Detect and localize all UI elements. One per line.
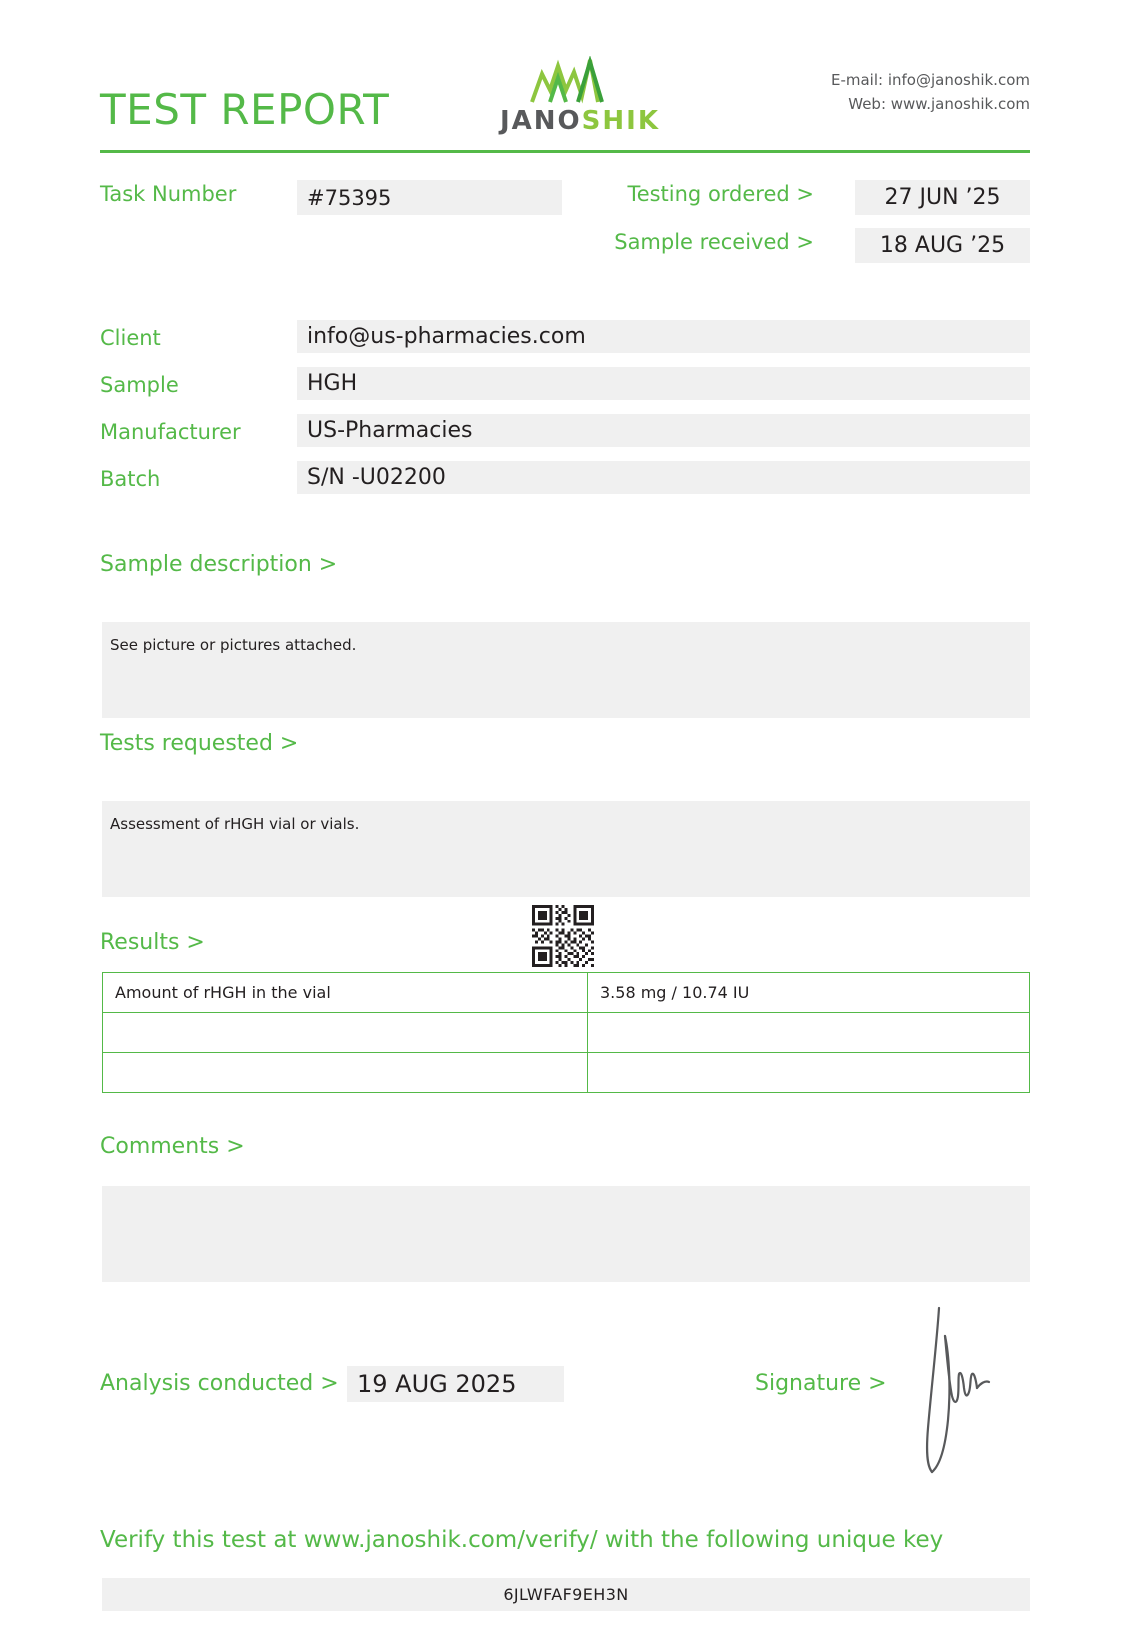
results-table: [102, 972, 1030, 1093]
manufacturer-value: US-Pharmacies: [297, 414, 1030, 447]
task-number-value: #75395: [297, 180, 562, 215]
batch-label: Batch: [100, 467, 161, 491]
tests-requested-text: Assessment of rHGH vial or vials.: [110, 815, 360, 833]
testing-ordered-date: 27 JUN ’25: [855, 180, 1030, 215]
comments-heading: Comments >: [100, 1134, 245, 1159]
report-header: [100, 40, 1030, 145]
sample-value: HGH: [297, 367, 1030, 400]
logo-wordmark: [490, 106, 670, 136]
page-title: TEST REPORT: [100, 85, 390, 134]
manufacturer-label: Manufacturer: [100, 420, 241, 444]
qr-code-icon: [525, 905, 601, 967]
result-name: [103, 1053, 588, 1093]
results-heading: Results >: [100, 930, 205, 955]
logo-wordmark-green: SHIK: [581, 106, 660, 136]
contact-block: [831, 68, 1030, 116]
signature-label: Signature >: [755, 1371, 887, 1396]
result-value: [588, 1013, 1030, 1053]
table-row: [103, 973, 1030, 1013]
verify-text: Verify this test at www.janoshik.com/verify/ with the following unique key: [100, 1527, 944, 1553]
signature-icon: [915, 1300, 1005, 1480]
sample-description-text: See picture or pictures attached.: [110, 636, 357, 654]
batch-value: S/N -U02200: [297, 461, 1030, 494]
result-name: Amount of rHGH in the vial: [103, 973, 588, 1013]
result-value: 3.58 mg / 10.74 IU: [588, 973, 1030, 1013]
header-divider: [100, 150, 1030, 153]
sample-label: Sample: [100, 373, 179, 397]
task-number-label: Task Number: [100, 182, 237, 206]
table-row: [103, 1053, 1030, 1093]
client-label: Client: [100, 326, 161, 350]
contact-email: E-mail: info@janoshik.com: [830, 71, 1030, 89]
table-row: [103, 1013, 1030, 1053]
janoshik-logo: [490, 56, 670, 136]
comments-block: [102, 1186, 1030, 1282]
unique-key-value: 6JLWFAF9EH3N: [102, 1578, 1030, 1611]
testing-ordered-label: Testing ordered >: [627, 182, 814, 206]
sample-description-heading: Sample description >: [100, 552, 338, 577]
sample-received-date: 18 AUG ’25: [855, 228, 1030, 263]
result-name: [103, 1013, 588, 1053]
logo-mountain-icon: [520, 56, 640, 104]
logo-wordmark-dark: JANO: [500, 106, 582, 136]
tests-requested-heading: Tests requested >: [100, 731, 299, 756]
client-value: info@us-pharmacies.com: [297, 320, 1030, 353]
analysis-conducted-date: 19 AUG 2025: [347, 1366, 564, 1402]
result-value: [588, 1053, 1030, 1093]
sample-received-label: Sample received >: [614, 230, 814, 254]
analysis-conducted-label: Analysis conducted >: [100, 1371, 339, 1396]
contact-web: Web: www.janoshik.com: [848, 95, 1030, 113]
